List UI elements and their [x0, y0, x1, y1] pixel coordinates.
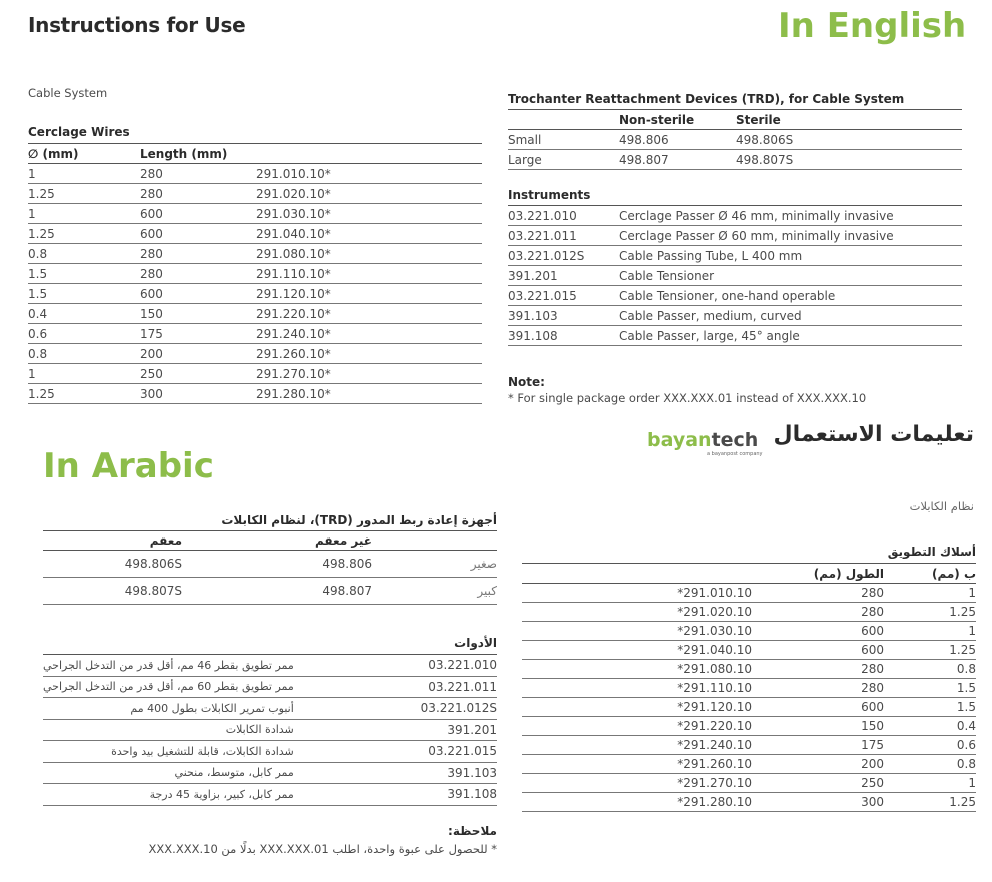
table-cell: كبير	[372, 578, 497, 605]
table-cell: 280	[752, 660, 884, 679]
col-length: Length (mm)	[140, 144, 256, 164]
table-row	[522, 641, 976, 660]
en-instruments-table	[508, 205, 962, 346]
table-cell: 1.25	[884, 641, 976, 660]
table-cell: 280	[140, 184, 256, 204]
table-row	[522, 736, 976, 755]
table-cell: 03.221.015	[508, 286, 619, 306]
table-cell: 1	[884, 622, 976, 641]
table-cell: 1.25	[28, 184, 140, 204]
en-cerclage-table	[28, 143, 482, 404]
table-row	[522, 774, 976, 793]
table-cell: 498.806S	[736, 130, 962, 150]
col-diameter: ∅ (mm)	[28, 144, 140, 164]
arabic-label: In Arabic	[43, 446, 214, 486]
table-cell: 200	[140, 344, 256, 364]
table-cell: شدادة الكابلات	[43, 719, 406, 741]
table-cell: Cable Passing Tube, L 400 mm	[619, 246, 962, 266]
table-cell: *291.080.10	[522, 660, 752, 679]
en-trd-title: Trochanter Reattachment Devices (TRD), for Cable System	[508, 92, 905, 106]
table-cell: 600	[140, 204, 256, 224]
table-cell: 0.6	[884, 736, 976, 755]
table-row	[28, 384, 482, 404]
table-cell: 280	[140, 244, 256, 264]
table-row	[522, 660, 976, 679]
table-cell: *291.270.10	[522, 774, 752, 793]
table-row	[522, 698, 976, 717]
table-cell: 1.5	[28, 284, 140, 304]
table-row	[28, 244, 482, 264]
ar-instruments-table	[43, 654, 497, 806]
table-cell: *291.280.10	[522, 793, 752, 812]
table-cell: 291.040.10*	[256, 224, 482, 244]
table-cell: 175	[752, 736, 884, 755]
table-cell: 498.806	[619, 130, 736, 150]
table-cell: 280	[752, 584, 884, 603]
table-cell: *291.120.10	[522, 698, 752, 717]
table-row	[522, 793, 976, 812]
table-cell: 391.103	[406, 762, 497, 784]
table-cell: Cable Passer, large, 45° angle	[619, 326, 962, 346]
table-cell: 175	[140, 324, 256, 344]
table-cell: 0.8	[28, 244, 140, 264]
table-cell: 0.4	[28, 304, 140, 324]
logo-tagline: a bayanpost company	[707, 451, 763, 457]
table-row	[28, 304, 482, 324]
en-note-text: * For single package order XXX.XXX.01 instead of XXX.XXX.10	[508, 391, 867, 405]
ar-trd-table	[43, 530, 497, 605]
table-cell: Cerclage Passer Ø 60 mm, minimally invasive	[619, 226, 962, 246]
table-cell: Cable Tensioner, one-hand operable	[619, 286, 962, 306]
logo-part-a: bayan	[647, 429, 712, 451]
table-cell: 498.806S	[43, 551, 226, 578]
table-cell: 498.806	[226, 551, 372, 578]
en-cerclage-title: Cerclage Wires	[28, 125, 130, 139]
table-row	[43, 762, 497, 784]
table-cell: ممر تطويق بقطر 60 مم، أقل قدر من التدخل الجراحي	[43, 676, 406, 698]
table-row	[28, 364, 482, 384]
english-label: In English	[778, 6, 967, 46]
col-sterile: Sterile	[736, 110, 962, 130]
table-cell: 498.807S	[43, 578, 226, 605]
ar-cerclage-title: أسلاك التطويق	[887, 545, 976, 559]
table-row	[43, 719, 497, 741]
table-cell: Cerclage Passer Ø 46 mm, minimally invasive	[619, 206, 962, 226]
table-cell: 280	[752, 603, 884, 622]
ar-trd-title: أجهزة إعادة ربط المدور (TRD)، لنظام الكابلات	[221, 513, 497, 527]
table-cell: 291.260.10*	[256, 344, 482, 364]
ar-instruments-title: الأدوات	[454, 636, 497, 650]
table-cell: 291.220.10*	[256, 304, 482, 324]
table-row	[508, 206, 962, 226]
table-row	[522, 755, 976, 774]
table-row	[508, 150, 962, 170]
table-cell: 291.020.10*	[256, 184, 482, 204]
ar-col-sterile: معقم	[43, 531, 226, 551]
table-cell: 280	[140, 264, 256, 284]
table-cell: 300	[140, 384, 256, 404]
table-cell: 0.8	[28, 344, 140, 364]
en-system-label: Cable System	[28, 86, 108, 100]
table-cell: أنبوب تمرير الكابلات بطول 400 مم	[43, 698, 406, 720]
table-cell: 391.108	[406, 784, 497, 806]
bayantech-logo	[647, 429, 758, 451]
table-row	[522, 717, 976, 736]
table-cell: 498.807S	[736, 150, 962, 170]
table-row	[43, 784, 497, 806]
table-cell: 03.221.010	[406, 655, 497, 677]
table-cell: *291.020.10	[522, 603, 752, 622]
table-cell: 291.030.10*	[256, 204, 482, 224]
table-cell: 250	[140, 364, 256, 384]
table-cell: 291.280.10*	[256, 384, 482, 404]
table-cell: صغير	[372, 551, 497, 578]
table-row	[28, 204, 482, 224]
table-cell: 150	[140, 304, 256, 324]
ar-col-nonsterile: غير معقم	[226, 531, 372, 551]
table-cell: 1.25	[28, 384, 140, 404]
table-cell: *291.040.10	[522, 641, 752, 660]
table-cell: ممر كابل، كبير، بزاوية 45 درجة	[43, 784, 406, 806]
table-cell: 1	[884, 774, 976, 793]
table-row	[522, 603, 976, 622]
table-cell: ممر تطويق بقطر 46 مم، أقل قدر من التدخل الجراحي	[43, 655, 406, 677]
table-row	[28, 224, 482, 244]
en-trd-table	[508, 109, 962, 170]
table-cell: *291.260.10	[522, 755, 752, 774]
table-cell: 1.5	[884, 698, 976, 717]
table-row	[43, 551, 497, 578]
table-row	[43, 698, 497, 720]
table-cell: 250	[752, 774, 884, 793]
table-cell: 1	[28, 364, 140, 384]
ar-note-text: * للحصول على عبوة واحدة، اطلب XXX.XXX.01 بدلًا من XXX.XXX.10	[148, 842, 497, 856]
table-cell: 03.221.011	[508, 226, 619, 246]
table-cell: 0.6	[28, 324, 140, 344]
table-cell: *291.240.10	[522, 736, 752, 755]
ar-system-label: نظام الكابلات	[909, 499, 974, 513]
table-cell: 391.201	[508, 266, 619, 286]
table-row	[28, 324, 482, 344]
table-cell: شدادة الكابلات، قابلة للتشغيل بيد واحدة	[43, 741, 406, 763]
ar-cerclage-table	[522, 563, 976, 812]
table-cell: 03.221.010	[508, 206, 619, 226]
table-cell: *291.030.10	[522, 622, 752, 641]
table-row	[43, 676, 497, 698]
table-cell: 03.221.011	[406, 676, 497, 698]
table-cell: 600	[752, 698, 884, 717]
table-row	[508, 226, 962, 246]
table-cell: 03.221.012S	[508, 246, 619, 266]
logo-part-b: tech	[711, 429, 759, 451]
table-cell: Small	[508, 130, 619, 150]
table-row	[522, 679, 976, 698]
table-cell: 300	[752, 793, 884, 812]
table-cell: Cable Passer, medium, curved	[619, 306, 962, 326]
table-row	[28, 284, 482, 304]
table-cell: 498.807	[619, 150, 736, 170]
table-cell: 391.103	[508, 306, 619, 326]
table-row	[28, 184, 482, 204]
table-cell: *291.010.10	[522, 584, 752, 603]
table-row	[508, 130, 962, 150]
table-cell: 1	[28, 204, 140, 224]
table-row	[522, 584, 976, 603]
table-row	[508, 306, 962, 326]
table-cell: 600	[140, 284, 256, 304]
table-cell: 291.270.10*	[256, 364, 482, 384]
ar-note-title: ملاحظة:	[448, 824, 497, 838]
table-cell: 0.8	[884, 660, 976, 679]
table-cell: Cable Tensioner	[619, 266, 962, 286]
table-cell: 0.8	[884, 755, 976, 774]
table-cell: 1.5	[884, 679, 976, 698]
table-row	[522, 622, 976, 641]
table-cell: 291.080.10*	[256, 244, 482, 264]
table-row	[28, 264, 482, 284]
col-nonsterile: Non-sterile	[619, 110, 736, 130]
table-row	[508, 246, 962, 266]
table-cell: 200	[752, 755, 884, 774]
table-cell: 1	[884, 584, 976, 603]
table-cell: ممر كابل، متوسط، منحني	[43, 762, 406, 784]
table-cell: 291.110.10*	[256, 264, 482, 284]
table-cell: 1.5	[28, 264, 140, 284]
table-cell: Large	[508, 150, 619, 170]
table-cell: 391.108	[508, 326, 619, 346]
en-note-title: Note:	[508, 375, 545, 389]
table-cell: 1.25	[884, 603, 976, 622]
table-cell: 600	[752, 641, 884, 660]
table-row	[43, 655, 497, 677]
ar-col-length: الطول (مم)	[752, 564, 884, 584]
table-row	[28, 344, 482, 364]
table-row	[43, 741, 497, 763]
table-cell: 150	[752, 717, 884, 736]
ar-page-title: تعليمات الاستعمال	[773, 422, 974, 447]
table-cell: 03.221.012S	[406, 698, 497, 720]
table-row	[508, 326, 962, 346]
table-cell: 291.240.10*	[256, 324, 482, 344]
table-cell: 1	[28, 164, 140, 184]
table-cell: 1.25	[28, 224, 140, 244]
table-cell: 291.120.10*	[256, 284, 482, 304]
en-instruments-title: Instruments	[508, 188, 591, 202]
page-title: Instructions for Use	[28, 13, 246, 37]
table-cell: 03.221.015	[406, 741, 497, 763]
table-cell: *291.110.10	[522, 679, 752, 698]
table-cell: 391.201	[406, 719, 497, 741]
ar-col-diameter: ب (مم)	[884, 564, 976, 584]
table-cell: 0.4	[884, 717, 976, 736]
table-row	[508, 286, 962, 306]
table-cell: 600	[752, 622, 884, 641]
table-cell: 291.010.10*	[256, 164, 482, 184]
table-cell: 498.807	[226, 578, 372, 605]
table-row	[28, 164, 482, 184]
table-cell: 280	[140, 164, 256, 184]
table-row	[43, 578, 497, 605]
table-cell: 1.25	[884, 793, 976, 812]
table-cell: 280	[752, 679, 884, 698]
table-row	[508, 266, 962, 286]
table-cell: 600	[140, 224, 256, 244]
table-cell: *291.220.10	[522, 717, 752, 736]
